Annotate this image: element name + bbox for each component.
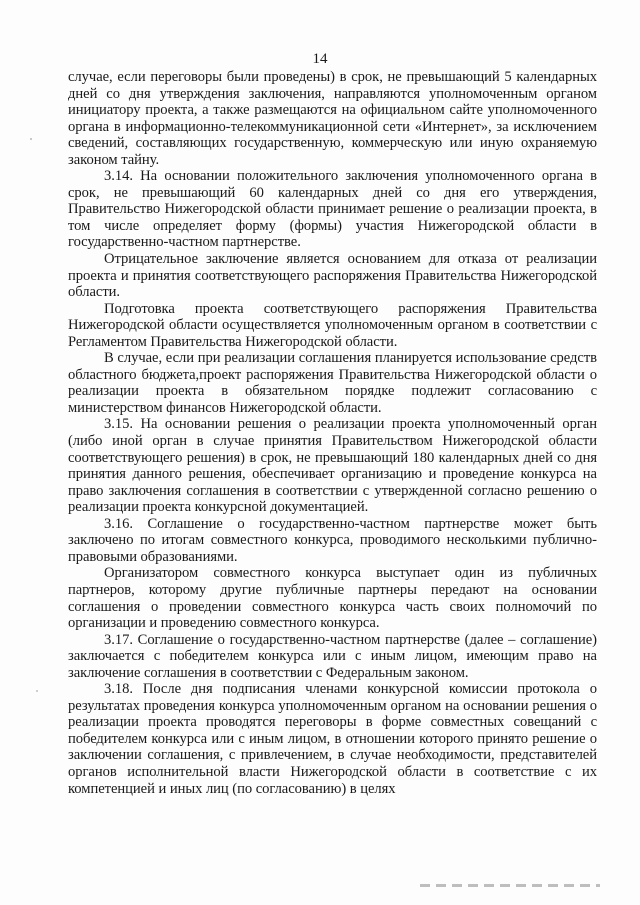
scan-bottom-mark <box>420 884 600 887</box>
paragraph-order-preparation: Подготовка проекта соответствующего распоряжения Правительства Нижегородской области осуществляется уполномоченным органом в соответствии с Регламентом Правительства Нижегородской области. <box>68 300 597 350</box>
paragraph-negative-conclusion: Отрицательное заключение является основанием для отказа от реализации проекта и принятия соответствующего распоряжения Правительства Нижегородской области. <box>68 251 597 301</box>
page-number: 14 <box>312 51 328 67</box>
paragraph-3-16: 3.16. Соглашение о государственно-частном партнерстве может быть заключено по итогам совместного конкурса, проводимого несколькими публично-правовыми образованиями. <box>68 515 597 565</box>
paragraph-joint-competition-organizer: Организатором совместного конкурса выступает один из публичных партнеров, которому другие публичные партнеры передают на основании соглашения о проведении совместного конкурса часть своих полномочий по организации и проведению совместного конкурса. <box>68 565 597 632</box>
paragraph-3-17: 3.17. Соглашение о государственно-частном партнерстве (далее – соглашение) заключается с победителем конкурса или с иным лицом, имеющим право на заключение соглашения в соответствии с Федеральным законом. <box>68 631 597 681</box>
paragraph-budget-approval: В случае, если при реализации соглашения планируется использование средств областного бюджета,проект распоряжения Правительства Нижегородской области о реализации проекта в обязательном порядке подлежит согласованию с министерством финансов Нижегородской области. <box>68 350 597 416</box>
paragraph-3-14: 3.14. На основании положительного заключения уполномоченного органа в срок, не превышающий 60 календарных дней со дня его утверждения, Правительство Нижегородской области принимает решение о реализации проекта, в том числе определяет форму (формы) участия Нижегородской области в государственно-частном партнерстве. <box>68 168 597 251</box>
scan-speck <box>30 138 32 140</box>
paragraph-3-18: 3.18. После дня подписания членами конкурсной комиссии протокола о результатах проведения конкурса уполномоченным органом на основании решения о реализации проекта проводятся переговоры в форме совместных совещаний с победителем конкурса или с иным лицом, в отношении которого принято решение о заключении соглашения, с привлечением, в случае необходимости, представителей органов исполнительной власти Нижегородской области в соответствие с их компетенцией и иных лиц (по согласованию) в целях <box>68 681 597 797</box>
document-body <box>68 69 597 797</box>
scan-speck <box>36 690 38 692</box>
paragraph-continuation: случае, если переговоры были проведены) в срок, не превышающий 5 календарных дней со дня утверждения заключения, направляются уполномоченным органом инициатору проекта, а также размещаются на официальном сайте уполномоченного органа в информационно-телекоммуникационной сети «Интернет», за исключением сведений, составляющих государственную, коммерческую или иную охраняемую законом тайну. <box>68 69 597 168</box>
paragraph-3-15: 3.15. На основании решения о реализации проекта уполномоченный орган (либо иной орган в случае принятия Правительством Нижегородской области соответствующего решения) в срок, не превышающий 180 календарных дней со дня принятия данного решения, обеспечивает организацию и проведение конкурса на право заключения соглашения в соответствии с утвержденной согласно решению о реализации проекта конкурсной документацией. <box>68 416 597 516</box>
